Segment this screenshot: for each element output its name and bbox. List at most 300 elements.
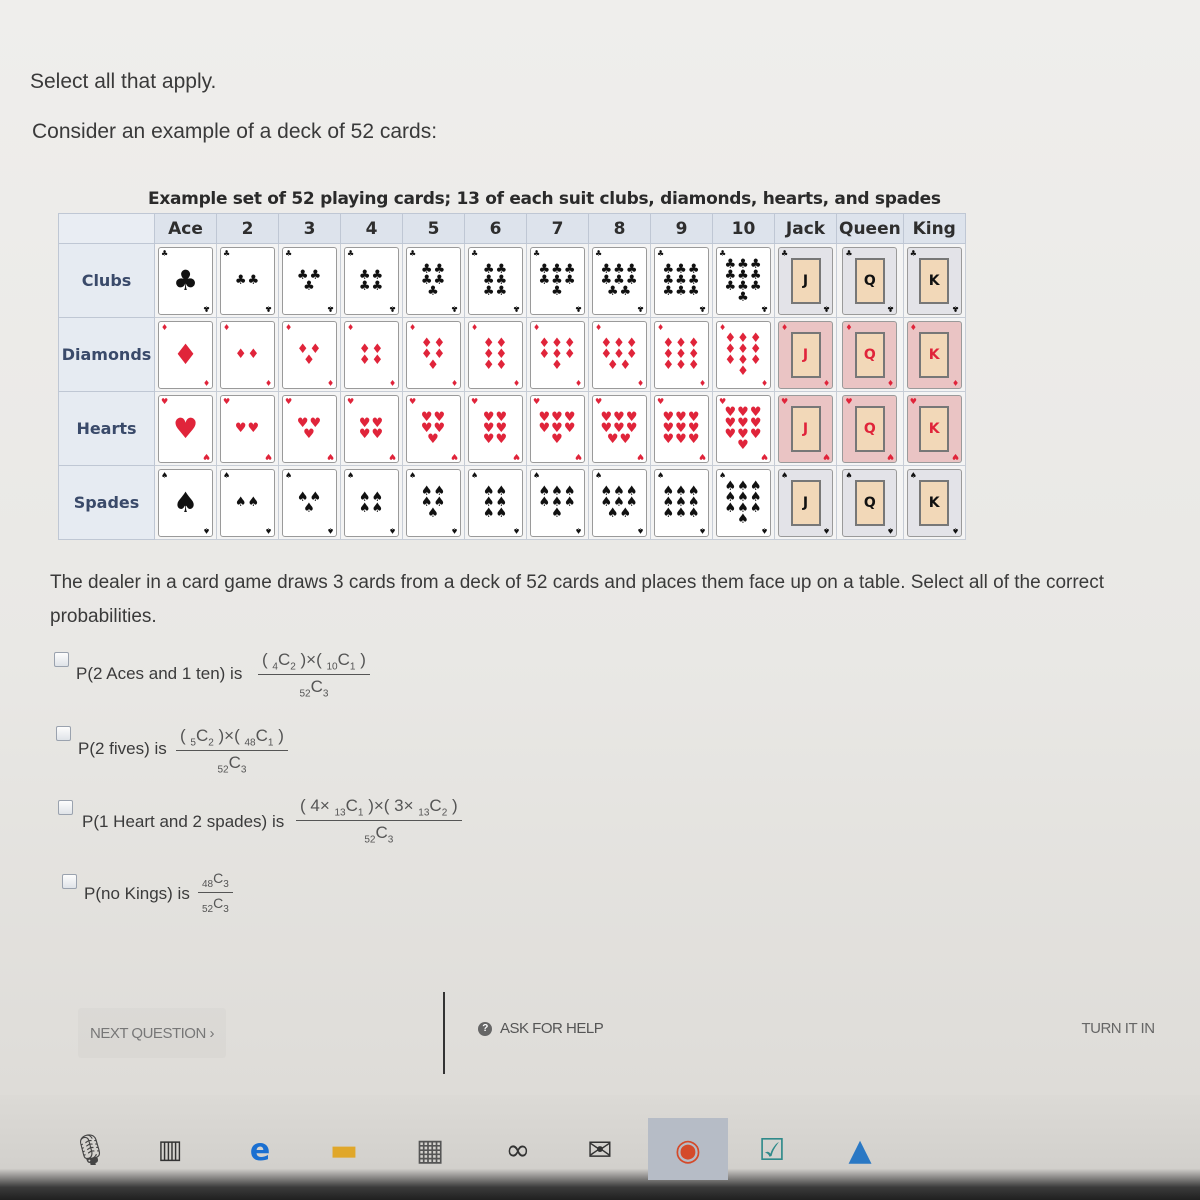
playing-card [907,247,962,315]
turn-it-in-button[interactable]: TURN IT IN [1081,1019,1155,1037]
instruction-text: Select all that apply. [30,70,217,93]
deck-caption: Example set of 52 playing cards; 13 of each suit clubs, diamonds, hearts, and spades [148,189,941,209]
option-2-formula: $\frac{( _5C_2 )\times( _{48}C_1 )}{_{52}C_3}$ [176,726,288,776]
rank-header: 10 [713,214,775,244]
card-cell [465,466,527,540]
card-pips: ♠♠♠ ♠♠♠ ♠♠♠ [662,484,701,521]
playing-card [344,469,399,537]
store-icon[interactable]: ▦ [415,1132,445,1168]
card-cell [279,392,341,466]
card-corner: ♦ [202,377,210,387]
playing-card [907,395,962,463]
playing-card [778,395,833,463]
card-corner: ♣ [657,248,665,258]
card-pips: ♦♦ [234,347,261,362]
card-cell [713,392,775,466]
card-corner: ♦ [719,322,727,332]
card-corner: ♦ [223,322,231,332]
playing-card [282,247,337,315]
playing-card [592,395,647,463]
photos-icon[interactable]: ▲ [848,1132,872,1168]
card-pip-large: ♦ [172,338,199,371]
playing-card [907,469,962,537]
card-corner: ♠ [909,470,917,480]
card-pips: ♥♥♥ ♥♥♥ ♥♥♥ ♥ [724,404,763,453]
card-pips: ♦♦ ♦♦ ♦♦ [482,336,509,373]
suit-label: Hearts [59,392,155,466]
playing-card [282,321,337,389]
playing-card [158,247,213,315]
playing-card [344,321,399,389]
playing-card [220,469,275,537]
card-corner: ♥ [574,451,582,461]
card-corner: ♦ [471,322,479,332]
mail-icon[interactable]: ✉ [587,1132,613,1168]
card-pip-large: ♥ [172,412,199,445]
card-cell [837,466,904,540]
card-pips: ♦♦♦ ♦♦♦ ♦ [538,336,577,373]
card-corner: ♥ [845,396,853,406]
card-corner: ♣ [285,248,293,258]
card-cell [403,466,465,540]
microphone-icon[interactable]: 🎙 [70,1132,110,1168]
card-corner: ♥ [887,451,895,461]
card-cell [217,392,279,466]
card-corner: ♥ [264,451,272,461]
card-cell [527,392,589,466]
card-corner: ♦ [161,322,169,332]
card-pips: ♥♥♥ ♥♥♥ ♥ [538,410,577,447]
card-corner: ♥ [223,396,231,406]
header-corner [59,214,155,244]
card-cell [279,244,341,318]
card-pips: ♠♠♠ ♠♠♠ ♠♠ [600,484,639,521]
card-cell [651,318,713,392]
card-corner: ♦ [822,377,830,387]
playing-card [282,469,337,537]
face-card-portrait: K [919,406,949,452]
playing-card [158,321,213,389]
card-cell [217,318,279,392]
rank-header: 8 [589,214,651,244]
card-corner: ♥ [909,396,917,406]
card-cell [589,392,651,466]
card-corner: ♦ [845,322,853,332]
card-pips: ♥♥ ♥♥ [358,415,385,442]
next-question-button[interactable]: NEXT QUESTION › [90,1024,214,1042]
option-1-checkbox[interactable] [54,652,69,667]
playing-card [282,395,337,463]
card-corner: ♠ [409,470,417,480]
card-cell [155,466,217,540]
suit-label: Diamonds [59,318,155,392]
card-corner: ♠ [595,470,603,480]
card-cell [155,244,217,318]
face-card-portrait: J [791,258,821,304]
playing-card [654,247,709,315]
playing-card [842,247,897,315]
option-3-checkbox[interactable] [58,800,73,815]
card-corner: ♠ [223,470,231,480]
card-corner: ♠ [822,525,830,535]
card-pips: ♦♦ ♦♦ ♦ [420,336,447,373]
card-pips: ♥♥♥ ♥♥♥ ♥♥♥ [662,410,701,447]
card-corner: ♠ [657,470,665,480]
card-pips: ♠♠♠ ♠♠♠ ♠ [538,484,577,521]
card-corner: ♥ [512,451,520,461]
card-corner: ♣ [326,303,334,313]
card-corner: ♦ [409,322,417,332]
card-corner: ♠ [636,525,644,535]
card-cell [651,244,713,318]
card-corner: ♣ [781,248,789,258]
card-corner: ♣ [202,303,210,313]
card-corner: ♥ [326,451,334,461]
card-corner: ♣ [951,303,959,313]
playing-card [468,247,523,315]
edge-icon[interactable]: e [249,1132,271,1168]
checkmark-app-icon[interactable]: ☑ [758,1132,786,1168]
card-corner: ♣ [760,303,768,313]
card-corner: ♦ [347,322,355,332]
card-corner: ♠ [760,525,768,535]
card-corner: ♠ [388,525,396,535]
card-corner: ♠ [471,470,479,480]
rank-header: 6 [465,214,527,244]
face-card-portrait: K [919,480,949,526]
card-corner: ♥ [951,451,959,461]
card-cell [837,392,904,466]
card-pips: ♥♥ ♥♥ ♥ [420,410,447,447]
card-pips: ♠♠ ♠ [296,489,323,516]
playing-card [716,469,771,537]
card-cell [651,392,713,466]
card-corner: ♠ [264,525,272,535]
intro-text: Consider an example of a deck of 52 cards: [32,120,438,143]
card-cell [341,466,403,540]
card-corner: ♥ [347,396,355,406]
playing-card [468,395,523,463]
suit-row-spades [59,466,966,540]
card-corner: ♣ [574,303,582,313]
card-cell [903,466,965,540]
card-corner: ♠ [161,470,169,480]
card-corner: ♥ [698,451,706,461]
card-corner: ♥ [450,451,458,461]
card-corner: ♦ [264,377,272,387]
rank-header: Jack [775,214,837,244]
card-pips: ♠♠ [234,495,261,510]
card-corner: ♣ [264,303,272,313]
card-cell [589,318,651,392]
card-cell [403,318,465,392]
card-corner: ♦ [698,377,706,387]
card-corner: ♦ [951,377,959,387]
card-corner: ♦ [326,377,334,387]
card-corner: ♠ [450,525,458,535]
rank-header: 4 [341,214,403,244]
card-corner: ♦ [388,377,396,387]
playing-card [530,247,585,315]
card-cell [341,318,403,392]
card-corner: ♠ [887,525,895,535]
suit-row-hearts [59,392,966,466]
deck-table [58,213,966,540]
playing-card [220,321,275,389]
card-pips: ♣♣♣ ♣♣♣ ♣♣ [600,262,639,299]
rank-header: 9 [651,214,713,244]
rank-header-row [59,214,966,244]
card-corner: ♣ [347,248,355,258]
card-corner: ♥ [471,396,479,406]
playing-card [530,321,585,389]
card-pips: ♥♥ [234,421,261,436]
option-2-checkbox[interactable] [56,726,71,741]
option-1-label: P(2 Aces and 1 ten) is [76,664,243,683]
card-cell [279,466,341,540]
face-card-portrait: Q [855,332,885,378]
playing-card [530,469,585,537]
card-corner: ♦ [533,322,541,332]
card-cell [527,318,589,392]
card-corner: ♣ [223,248,231,258]
card-pips: ♣♣ ♣♣ ♣♣ [482,262,509,299]
card-cell [775,392,837,466]
playing-card [716,321,771,389]
card-cell [341,392,403,466]
card-corner: ♥ [533,396,541,406]
playing-card [530,395,585,463]
playing-card [220,247,275,315]
card-corner: ♥ [161,396,169,406]
playing-card [406,247,461,315]
card-pip-large: ♣ [172,264,199,297]
chrome-icon[interactable]: ◉ [674,1132,702,1168]
card-cell [651,466,713,540]
option-4-formula: $\frac{_{48}C_3}{_{52}C_3}$ [198,870,233,915]
playing-card [468,469,523,537]
card-cell [279,318,341,392]
card-cell [775,466,837,540]
footer-divider [443,992,445,1074]
card-corner: ♠ [719,470,727,480]
task-view-icon[interactable]: ▥ [157,1135,183,1165]
card-corner: ♥ [595,396,603,406]
card-corner: ♦ [636,377,644,387]
card-corner: ♣ [388,303,396,313]
card-corner: ♦ [781,322,789,332]
playing-card [158,469,213,537]
playing-card [220,395,275,463]
card-pips: ♣♣♣ ♣♣♣ ♣♣♣ ♣ [724,256,763,305]
face-card-portrait: J [791,480,821,526]
card-corner: ♥ [202,451,210,461]
card-corner: ♦ [760,377,768,387]
rank-header: 7 [527,214,589,244]
card-cell [155,392,217,466]
playing-card [778,469,833,537]
card-corner: ♣ [887,303,895,313]
card-pips: ♦♦♦ ♦♦♦ ♦♦♦ [662,336,701,373]
card-cell [589,466,651,540]
card-pips: ♠♠♠ ♠♠♠ ♠♠♠ ♠ [724,478,763,527]
playing-card [778,247,833,315]
playing-card [406,395,461,463]
card-cell [903,244,965,318]
card-corner: ♦ [657,322,665,332]
card-cell [465,244,527,318]
card-corner: ♣ [636,303,644,313]
face-card-portrait: Q [855,406,885,452]
card-corner: ♠ [533,470,541,480]
playing-card [842,321,897,389]
face-card-portrait: J [791,406,821,452]
file-explorer-icon[interactable]: ▬ [329,1132,359,1168]
rank-header: Ace [155,214,217,244]
card-corner: ♦ [595,322,603,332]
suit-label: Clubs [59,244,155,318]
card-corner: ♣ [409,248,417,258]
card-cell [903,392,965,466]
card-pips: ♣♣♣ ♣♣♣ ♣ [538,262,577,299]
card-cell [713,466,775,540]
card-cell [465,392,527,466]
card-cell [775,318,837,392]
card-cell [589,244,651,318]
face-card-portrait: K [919,258,949,304]
card-corner: ♣ [909,248,917,258]
rank-header: 3 [279,214,341,244]
option-1-formula: $\frac{( _4C_2 )\times( _{10}C_1 )}{_{52}C_3}$ [258,650,370,700]
card-pips: ♥♥ ♥♥ ♥♥ [482,410,509,447]
card-corner: ♦ [909,322,917,332]
card-cell [527,466,589,540]
card-corner: ♥ [388,451,396,461]
suit-row-clubs [59,244,966,318]
card-pips: ♣♣ ♣ [296,267,323,294]
option-4-label: P(no Kings) is [84,884,190,903]
card-cell [403,244,465,318]
ask-for-help-button[interactable] [478,1020,603,1037]
card-corner: ♠ [512,525,520,535]
card-corner: ♣ [471,248,479,258]
card-corner: ♣ [698,303,706,313]
card-pips: ♦♦ ♦ [296,341,323,368]
card-pips: ♣♣♣ ♣♣♣ ♣♣♣ [662,262,701,299]
card-corner: ♣ [719,248,727,258]
infinity-app-icon[interactable]: ∞ [505,1132,531,1168]
rank-header: 2 [217,214,279,244]
playing-card [716,247,771,315]
option-2-label: P(2 fives) is [78,739,167,758]
option-3-label: P(1 Heart and 2 spades) is [82,812,285,831]
help-icon: ? [478,1022,492,1036]
card-cell [341,244,403,318]
rank-header: 5 [403,214,465,244]
playing-card [654,469,709,537]
face-card-portrait: J [791,332,821,378]
card-cell [837,318,904,392]
card-pips: ♦♦♦ ♦♦♦ ♦♦ [600,336,639,373]
card-cell [403,392,465,466]
card-pips: ♠♠ ♠♠ ♠ [420,484,447,521]
card-corner: ♥ [285,396,293,406]
playing-card [907,321,962,389]
option-3-formula: $\frac{( 4\times _{13}C_1 )\times( 3\times _{13}C_2 )}{_{52}C_3}$ [296,796,462,846]
card-cell [713,244,775,318]
card-corner: ♠ [202,525,210,535]
card-corner: ♥ [409,396,417,406]
card-corner: ♥ [760,451,768,461]
card-corner: ♠ [781,470,789,480]
card-corner: ♠ [285,470,293,480]
card-pips: ♥♥ ♥ [296,415,323,442]
card-pips: ♣♣ ♣♣ [358,267,385,294]
card-corner: ♦ [285,322,293,332]
card-pips: ♦♦ ♦♦ [358,341,385,368]
card-cell [903,318,965,392]
card-corner: ♣ [450,303,458,313]
card-corner: ♠ [574,525,582,535]
playing-card [842,395,897,463]
card-corner: ♥ [781,396,789,406]
suit-row-diamonds [59,318,966,392]
card-corner: ♣ [533,248,541,258]
card-cell [527,244,589,318]
card-pips: ♥♥♥ ♥♥♥ ♥♥ [600,410,639,447]
card-corner: ♥ [636,451,644,461]
card-cell [155,318,217,392]
card-corner: ♣ [512,303,520,313]
card-corner: ♥ [657,396,665,406]
card-corner: ♦ [887,377,895,387]
playing-card [654,321,709,389]
card-corner: ♦ [512,377,520,387]
playing-card [654,395,709,463]
rank-header: Queen [837,214,904,244]
card-corner: ♥ [719,396,727,406]
face-card-portrait: Q [855,480,885,526]
card-pips: ♦♦♦ ♦♦♦ ♦♦♦ ♦ [724,330,763,379]
face-card-portrait: Q [855,258,885,304]
option-4-checkbox[interactable] [62,874,77,889]
card-corner: ♦ [574,377,582,387]
question-text: The dealer in a card game draws 3 cards from a deck of 52 cards and places them face up on a table. Select all of the correct probabilities. [50,572,1105,627]
playing-card [406,321,461,389]
card-corner: ♠ [326,525,334,535]
card-corner: ♥ [822,451,830,461]
card-cell [713,318,775,392]
face-card-portrait: K [919,332,949,378]
playing-card [468,321,523,389]
playing-card [344,395,399,463]
card-pips: ♣♣ ♣♣ ♣ [420,262,447,299]
card-corner: ♣ [822,303,830,313]
playing-card [592,247,647,315]
playing-card [158,395,213,463]
playing-card [842,469,897,537]
card-corner: ♦ [450,377,458,387]
card-corner: ♠ [698,525,706,535]
card-pips: ♠♠ ♠♠ [358,489,385,516]
card-cell [217,244,279,318]
card-corner: ♠ [951,525,959,535]
card-pips: ♠♠ ♠♠ ♠♠ [482,484,509,521]
next-question-label: NEXT QUESTION [90,1024,206,1042]
playing-card [716,395,771,463]
suit-label: Spades [59,466,155,540]
card-cell [775,244,837,318]
